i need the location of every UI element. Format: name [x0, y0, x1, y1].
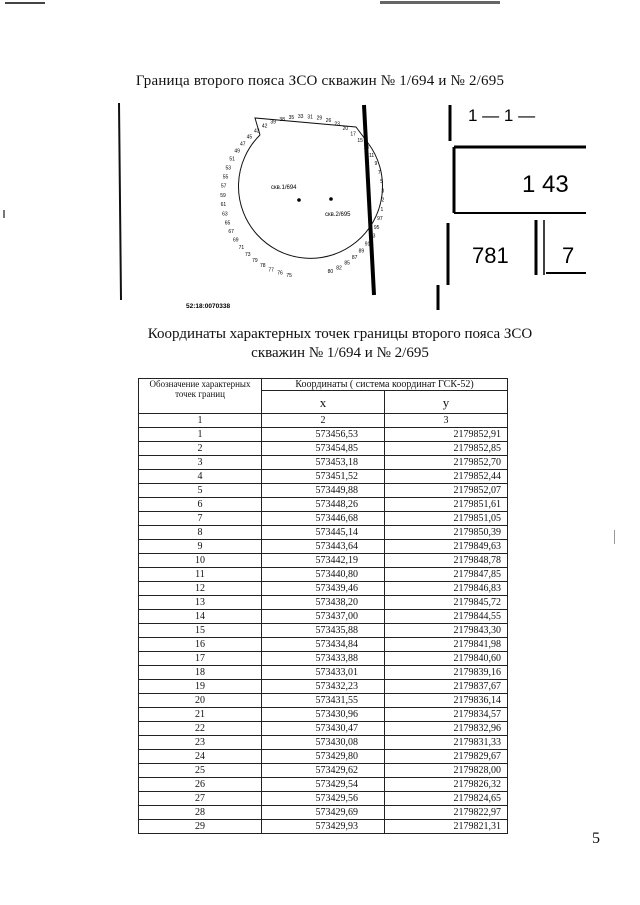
point-label: 53	[225, 165, 232, 172]
point-label: 17	[350, 131, 356, 138]
y-value-cell: 2179852,44	[385, 470, 508, 484]
table-row	[139, 792, 508, 806]
x-value-cell: 573438,20	[262, 596, 385, 610]
point-label: 45	[246, 134, 253, 141]
point-number-cell: 22	[139, 722, 262, 736]
point-label: 47	[240, 141, 246, 148]
point-number-cell: 1	[139, 428, 262, 442]
fragment-text-bottom: 781	[472, 243, 509, 268]
x-value-cell: 573433,88	[262, 652, 385, 666]
table-row	[139, 540, 508, 554]
y-value-cell: 2179839,16	[385, 666, 508, 680]
point-label: 49	[234, 148, 240, 155]
y-value-cell: 2179834,57	[385, 708, 508, 722]
table-row	[139, 624, 508, 638]
y-value-cell: 2179828,00	[385, 764, 508, 778]
point-number-cell: 11	[139, 568, 262, 582]
table-row	[139, 526, 508, 540]
x-value-cell: 573429,54	[262, 778, 385, 792]
y-header: y	[385, 391, 508, 414]
y-value-cell: 2179824,65	[385, 792, 508, 806]
point-number-cell: 26	[139, 778, 262, 792]
point-number-cell: 20	[139, 694, 262, 708]
point-label: 38	[279, 116, 285, 123]
table-caption	[0, 325, 640, 363]
point-number-cell: 15	[139, 624, 262, 638]
point-label: 31	[307, 114, 313, 121]
point-label: 39	[270, 119, 276, 126]
point-label: 69	[233, 237, 239, 244]
point-label: 33	[297, 114, 304, 120]
road-line	[364, 105, 374, 295]
point-number-cell: 12	[139, 582, 262, 596]
point-number-cell: 29	[139, 820, 262, 834]
point-label: 79	[252, 257, 258, 264]
x-value-cell: 573430,08	[262, 736, 385, 750]
x-value-cell: 573431,55	[262, 694, 385, 708]
x-value-cell: 573429,69	[262, 806, 385, 820]
point-label: 15	[357, 137, 363, 144]
point-label: 51	[229, 156, 235, 163]
table-row	[139, 428, 508, 442]
table-row	[139, 750, 508, 764]
table-row	[139, 806, 508, 820]
y-value-cell: 2179831,33	[385, 736, 508, 750]
designation-header: Обозначение характерных точек границ	[139, 379, 262, 414]
x-value-cell: 573429,56	[262, 792, 385, 806]
x-value-cell: 573434,84	[262, 638, 385, 652]
point-number-cell: 16	[139, 638, 262, 652]
scan-speck	[380, 1, 500, 4]
point-label: 11	[368, 152, 375, 159]
point-label: 87	[351, 255, 358, 262]
table-row	[139, 722, 508, 736]
point-label: 7	[377, 169, 381, 176]
table-caption-line-2: скважин № 1/694 и № 2/695	[251, 345, 429, 361]
point-label: 29	[316, 115, 323, 122]
point-number-cell: 5	[139, 484, 262, 498]
well-2-marker	[329, 197, 333, 201]
table-caption-line-1: Координаты характерных точек границы второго пояса ЗСО	[147, 326, 533, 342]
x-value-cell: 573429,62	[262, 764, 385, 778]
x-header: x	[262, 391, 385, 414]
page-title: Граница второго пояса ЗСО скважин № 1/694 и № 2/695	[135, 73, 505, 89]
x-value-cell: 573432,23	[262, 680, 385, 694]
y-value-cell: 2179843,30	[385, 624, 508, 638]
y-value-cell: 2179845,72	[385, 596, 508, 610]
point-label: 1	[380, 207, 384, 213]
well-1-label: скв.1/694	[271, 185, 297, 191]
point-label: 65	[224, 220, 231, 227]
point-label: 2	[381, 197, 385, 204]
y-value-cell: 2179826,32	[385, 778, 508, 792]
point-number-cell: 14	[139, 610, 262, 624]
point-label: 59	[220, 192, 226, 199]
point-label: 76	[277, 270, 283, 277]
boundary-map-svg	[116, 95, 586, 317]
point-label: 93	[369, 233, 376, 240]
table-row	[139, 638, 508, 652]
boundary-map	[116, 95, 586, 317]
well-2-label: скв.2/695	[325, 212, 351, 218]
y-value-cell: 2179849,63	[385, 540, 508, 554]
table-row	[139, 652, 508, 666]
x-value-cell: 573451,52	[262, 470, 385, 484]
table-row	[139, 680, 508, 694]
table-row	[139, 456, 508, 470]
x-value-cell: 573430,47	[262, 722, 385, 736]
point-label: 78	[260, 263, 266, 270]
x-value-cell: 573446,68	[262, 512, 385, 526]
column-number-cell: 1	[139, 414, 262, 428]
table-row	[139, 512, 508, 526]
point-number-cell: 27	[139, 792, 262, 806]
well-1-marker	[297, 198, 301, 202]
y-value-cell: 2179822,97	[385, 806, 508, 820]
y-value-cell: 2179840,60	[385, 652, 508, 666]
point-number-cell: 10	[139, 554, 262, 568]
table-row	[139, 484, 508, 498]
point-number-cell: 6	[139, 498, 262, 512]
table-row	[139, 442, 508, 456]
table-row	[139, 554, 508, 568]
point-number-cell: 2	[139, 442, 262, 456]
point-label: 91	[364, 241, 371, 248]
point-number-cell: 19	[139, 680, 262, 694]
y-value-cell: 2179821,31	[385, 820, 508, 834]
x-value-cell: 573449,88	[262, 484, 385, 498]
y-value-cell: 2179850,39	[385, 526, 508, 540]
x-value-cell: 573453,18	[262, 456, 385, 470]
table-row	[139, 596, 508, 610]
point-label: 55	[222, 174, 229, 181]
x-value-cell: 573442,19	[262, 554, 385, 568]
column-number-cell: 2	[262, 414, 385, 428]
y-value-cell: 2179852,07	[385, 484, 508, 498]
x-value-cell: 573433,01	[262, 666, 385, 680]
fragment-text-bottom-right: 7	[562, 243, 575, 268]
fragment-text-top: 1 — 1 —	[468, 106, 536, 125]
point-number-cell: 17	[139, 652, 262, 666]
cadastral-number: 52:18:0070338	[186, 303, 231, 310]
point-label: 43	[254, 128, 260, 135]
table-row	[139, 736, 508, 750]
table-row	[139, 568, 508, 582]
point-number-cell: 3	[139, 456, 262, 470]
point-label: 35	[288, 114, 295, 121]
point-number-cell: 23	[139, 736, 262, 750]
point-label: 23	[334, 121, 340, 128]
x-value-cell: 573435,88	[262, 624, 385, 638]
point-label: 71	[238, 245, 245, 251]
point-number-cell: 13	[139, 596, 262, 610]
table-row	[139, 764, 508, 778]
coordinates-header: Координаты ( система координат ГСК-52)	[262, 379, 508, 391]
x-value-cell: 573443,64	[262, 540, 385, 554]
y-value-cell: 2179837,67	[385, 680, 508, 694]
y-value-cell: 2179829,67	[385, 750, 508, 764]
y-value-cell: 2179844,55	[385, 610, 508, 624]
map-frame-left	[119, 103, 121, 300]
column-number-cell: 3	[385, 414, 508, 428]
point-label: 73	[245, 251, 251, 258]
scan-speck	[5, 2, 45, 4]
point-number-cell: 9	[139, 540, 262, 554]
y-value-cell: 2179847,85	[385, 568, 508, 582]
x-value-cell: 573437,00	[262, 610, 385, 624]
point-label: 5	[380, 179, 383, 185]
y-value-cell: 2179852,85	[385, 442, 508, 456]
point-label: 89	[358, 248, 365, 255]
y-value-cell: 2179848,78	[385, 554, 508, 568]
y-value-cell: 2179841,98	[385, 638, 508, 652]
point-label: 95	[373, 225, 380, 232]
table-row	[139, 666, 508, 680]
point-number-cell: 21	[139, 708, 262, 722]
point-number-cell: 28	[139, 806, 262, 820]
y-value-cell: 2179851,05	[385, 512, 508, 526]
y-value-cell: 2179846,83	[385, 582, 508, 596]
y-value-cell: 2179832,96	[385, 722, 508, 736]
boundary-circle	[238, 135, 385, 258]
table-row	[139, 778, 508, 792]
point-labels	[220, 114, 384, 279]
x-value-cell: 573454,85	[262, 442, 385, 456]
point-label: 57	[220, 183, 227, 190]
point-number-cell: 8	[139, 526, 262, 540]
table-row	[139, 694, 508, 708]
point-label: 20	[342, 126, 349, 133]
table-row	[139, 498, 508, 512]
point-label: 63	[222, 211, 228, 218]
scan-speck	[3, 210, 5, 218]
fragment-text-mid: 1 43	[522, 171, 569, 198]
point-label: 13	[363, 145, 370, 151]
point-label: 26	[325, 118, 332, 125]
point-label: 82	[336, 265, 342, 272]
x-value-cell: 573439,46	[262, 582, 385, 596]
point-label: 9	[374, 161, 378, 168]
point-label: 42	[261, 123, 268, 130]
table-row	[139, 582, 508, 596]
table-row	[139, 708, 508, 722]
point-number-cell: 24	[139, 750, 262, 764]
x-value-cell: 573456,53	[262, 428, 385, 442]
x-value-cell: 573429,93	[262, 820, 385, 834]
y-value-cell: 2179851,61	[385, 498, 508, 512]
coordinates-table	[138, 378, 508, 834]
point-number-cell: 25	[139, 764, 262, 778]
y-value-cell: 2179852,70	[385, 456, 508, 470]
x-value-cell: 573445,14	[262, 526, 385, 540]
point-label: 75	[286, 272, 292, 279]
x-value-cell: 573448,26	[262, 498, 385, 512]
point-label: 80	[327, 269, 334, 276]
table-row	[139, 470, 508, 484]
table-row	[139, 820, 508, 834]
scan-speck	[614, 530, 615, 544]
x-value-cell: 573440,80	[262, 568, 385, 582]
point-label: 85	[344, 260, 350, 267]
point-label: 77	[268, 267, 274, 274]
point-label: 67	[228, 229, 234, 236]
coordinates-table-body	[139, 428, 508, 834]
point-label: 61	[220, 202, 227, 209]
point-number-cell: 18	[139, 666, 262, 680]
x-value-cell: 573429,80	[262, 750, 385, 764]
point-label: 97	[377, 216, 383, 223]
point-number-cell: 7	[139, 512, 262, 526]
point-number-cell: 4	[139, 470, 262, 484]
y-value-cell: 2179836,14	[385, 694, 508, 708]
table-row	[139, 610, 508, 624]
point-label: 3	[381, 188, 385, 195]
page-number: 5	[592, 830, 600, 847]
x-value-cell: 573430,96	[262, 708, 385, 722]
y-value-cell: 2179852,91	[385, 428, 508, 442]
